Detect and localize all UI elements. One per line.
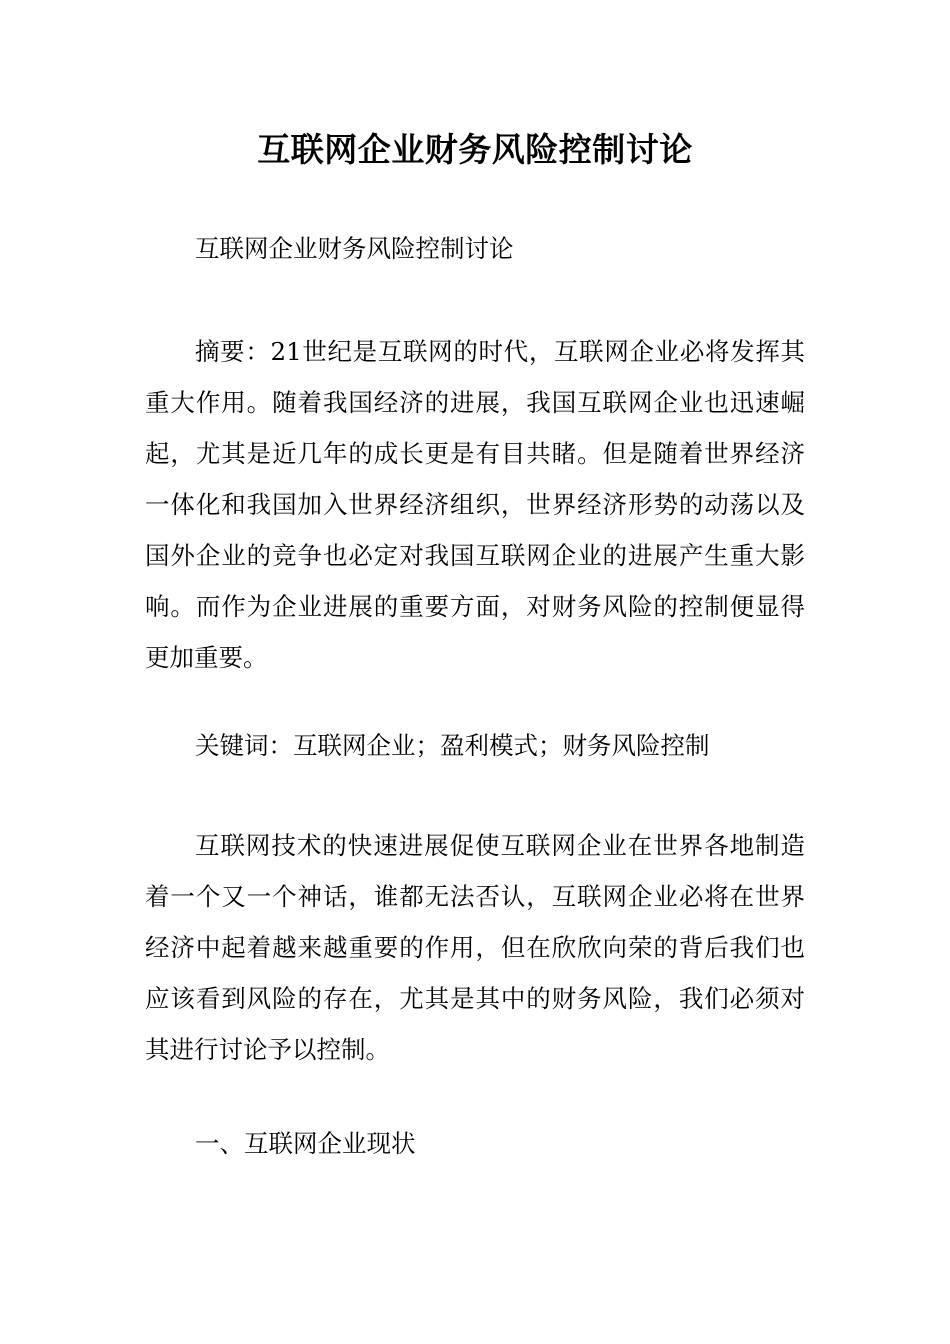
subtitle-paragraph: 互联网企业财务风险控制讨论 [195, 234, 514, 263]
abstract-paragraph: 摘要：21世纪是互联网的时代，互联网企业必将发挥其重大作用。随着我国经济的进展，我国互联网企业也迅速崛起，尤其是近几年的成长更是有目共睹。但是随着世界经济一体化和我国加入世界经济组织，世界经济形势的动荡以及国外企业的竞争也必定对我国互联网企业的进展产生重大影响。而作为企业进展的重要方面，对财务风险的控制便显得更加重要。 [145, 337, 805, 672]
keywords-paragraph: 关键词：互联网企业；盈利模式；财务风险控制 [195, 731, 710, 760]
intro-paragraph: 互联网技术的快速进展促使互联网企业在世界各地制造着一个又一个神话，谁都无法否认，互联网企业必将在世界经济中起着越来越重要的作用，但在欣欣向荣的背后我们也应该看到风险的存在，尤其是其中的财务风险，我们必须对其进行讨论予以控制。 [145, 831, 805, 1064]
section-heading: 一、互联网企业现状 [195, 1129, 416, 1158]
document-title: 互联网企业财务风险控制讨论 [257, 130, 693, 169]
